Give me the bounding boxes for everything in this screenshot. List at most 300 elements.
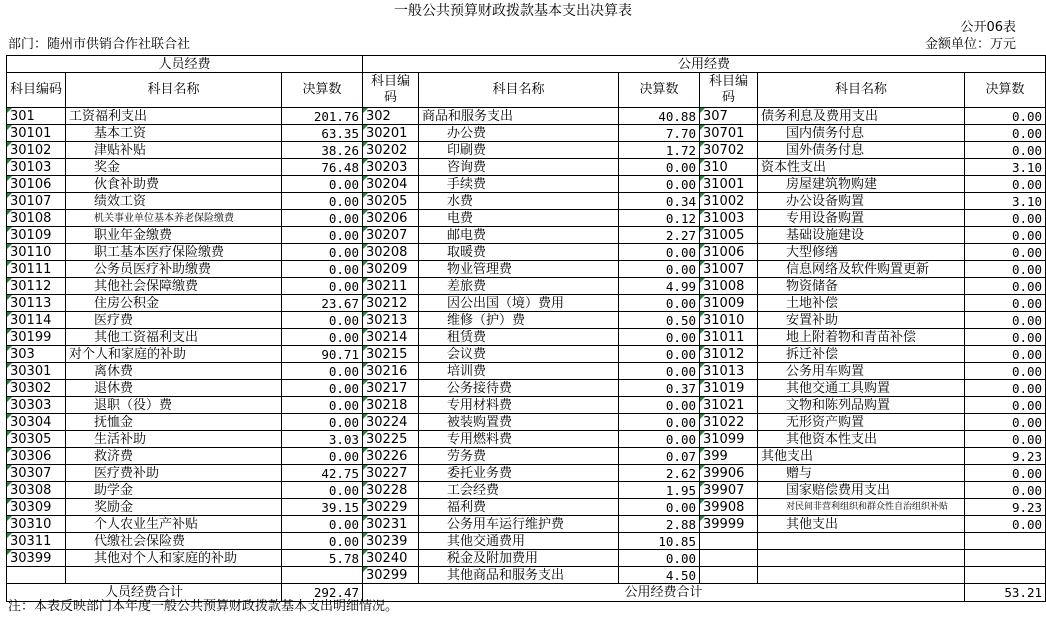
amount-cell: 3.10 bbox=[965, 159, 1046, 176]
table-row bbox=[7, 244, 1046, 261]
name-cell: 房屋建筑物购建 bbox=[758, 176, 965, 193]
amount-cell: 0.00 bbox=[619, 397, 700, 414]
name-cell: 咨询费 bbox=[419, 159, 619, 176]
amount-cell bbox=[965, 567, 1046, 584]
code-cell: 30218 bbox=[363, 397, 419, 414]
amount-cell: 0.00 bbox=[619, 346, 700, 363]
amount-cell: 63.35 bbox=[282, 125, 363, 142]
code-cell: 30208 bbox=[363, 244, 419, 261]
amount-cell: 9.23 bbox=[965, 499, 1046, 516]
code-cell: 30207 bbox=[363, 227, 419, 244]
code-cell: 39907 bbox=[700, 482, 758, 499]
code-cell: 30226 bbox=[363, 448, 419, 465]
table-row bbox=[7, 312, 1046, 329]
table-row bbox=[7, 516, 1046, 533]
table-title: 一般公共预算财政拨款基本支出决算表 bbox=[394, 3, 632, 19]
table-row bbox=[7, 329, 1046, 346]
table-row bbox=[7, 142, 1046, 159]
name-cell: 其他交通工具购置 bbox=[758, 380, 965, 397]
name-cell: 债务利息及费用支出 bbox=[758, 108, 965, 125]
name-cell: 商品和服务支出 bbox=[419, 108, 619, 125]
name-cell: 职业年金缴费 bbox=[66, 227, 282, 244]
code-cell: 30206 bbox=[363, 210, 419, 227]
name-cell: 因公出国（境）费用 bbox=[419, 295, 619, 312]
code-cell: 399 bbox=[700, 448, 758, 465]
name-cell: 大型修缮 bbox=[758, 244, 965, 261]
code-cell bbox=[700, 567, 758, 584]
amount-cell: 3.10 bbox=[965, 193, 1046, 210]
code-cell: 30217 bbox=[363, 380, 419, 397]
code-cell: 30202 bbox=[363, 142, 419, 159]
name-cell: 医疗费补助 bbox=[66, 465, 282, 482]
name-cell: 取暖费 bbox=[419, 244, 619, 261]
name-cell: 公务用车运行维护费 bbox=[419, 516, 619, 533]
name-cell: 基础设施建设 bbox=[758, 227, 965, 244]
name-cell: 专用燃料费 bbox=[419, 431, 619, 448]
amount-cell: 42.75 bbox=[282, 465, 363, 482]
amount-cell: 0.00 bbox=[619, 261, 700, 278]
code-cell: 39908 bbox=[700, 499, 758, 516]
code-cell: 31003 bbox=[700, 210, 758, 227]
name-cell: 其他支出 bbox=[758, 516, 965, 533]
amount-cell: 0.00 bbox=[965, 431, 1046, 448]
code-cell: 30225 bbox=[363, 431, 419, 448]
code-cell: 30701 bbox=[700, 125, 758, 142]
code-cell: 30201 bbox=[363, 125, 419, 142]
name-cell: 抚恤金 bbox=[66, 414, 282, 431]
code-cell: 30702 bbox=[700, 142, 758, 159]
name-cell: 国内债务付息 bbox=[758, 125, 965, 142]
code-cell: 31002 bbox=[700, 193, 758, 210]
code-cell: 30227 bbox=[363, 465, 419, 482]
code-cell: 30205 bbox=[363, 193, 419, 210]
amount-cell: 4.99 bbox=[619, 278, 700, 295]
personnel-total-value: 292.47 bbox=[282, 584, 363, 602]
code-cell: 303 bbox=[7, 346, 66, 363]
table-row bbox=[7, 295, 1046, 312]
name-cell: 工会经费 bbox=[419, 482, 619, 499]
table-code: 公开06表 bbox=[960, 20, 1016, 35]
code-cell bbox=[7, 567, 66, 584]
name-cell: 奖励金 bbox=[66, 499, 282, 516]
name-cell: 税金及附加费用 bbox=[419, 550, 619, 567]
code-cell: 30199 bbox=[7, 329, 66, 346]
name-cell: 退休费 bbox=[66, 380, 282, 397]
amount-cell: 0.00 bbox=[965, 482, 1046, 499]
amount-cell: 0.00 bbox=[965, 414, 1046, 431]
name-cell: 邮电费 bbox=[419, 227, 619, 244]
table-row bbox=[7, 346, 1046, 363]
amount-cell: 0.00 bbox=[965, 108, 1046, 125]
code-cell: 31007 bbox=[700, 261, 758, 278]
amount-cell: 40.88 bbox=[619, 108, 700, 125]
name-cell bbox=[758, 533, 965, 550]
amount-cell: 2.88 bbox=[619, 516, 700, 533]
code-cell: 30216 bbox=[363, 363, 419, 380]
amount-cell: 0.00 bbox=[282, 329, 363, 346]
name-cell: 其他商品和服务支出 bbox=[419, 567, 619, 584]
code-cell: 30228 bbox=[363, 482, 419, 499]
code-cell: 30204 bbox=[363, 176, 419, 193]
name-cell: 公务员医疗补助缴费 bbox=[66, 261, 282, 278]
header-code: 科目编码 bbox=[363, 73, 419, 108]
code-cell: 30304 bbox=[7, 414, 66, 431]
header-amount: 决算数 bbox=[282, 73, 363, 108]
code-cell: 31001 bbox=[700, 176, 758, 193]
code-cell: 30311 bbox=[7, 533, 66, 550]
name-cell: 代缴社会保险费 bbox=[66, 533, 282, 550]
amount-cell: 201.76 bbox=[282, 108, 363, 125]
table-row bbox=[7, 125, 1046, 142]
code-cell: 30303 bbox=[7, 397, 66, 414]
amount-cell: 0.50 bbox=[619, 312, 700, 329]
amount-cell: 0.00 bbox=[965, 363, 1046, 380]
code-cell bbox=[700, 533, 758, 550]
amount-cell: 0.00 bbox=[282, 380, 363, 397]
code-cell: 31022 bbox=[700, 414, 758, 431]
code-cell: 30239 bbox=[363, 533, 419, 550]
code-cell: 30309 bbox=[7, 499, 66, 516]
name-cell: 国外债务付息 bbox=[758, 142, 965, 159]
amount-cell bbox=[965, 550, 1046, 567]
header-name: 科目名称 bbox=[758, 73, 965, 108]
amount-cell: 0.00 bbox=[965, 210, 1046, 227]
code-cell: 30305 bbox=[7, 431, 66, 448]
table-row bbox=[7, 448, 1046, 465]
name-cell bbox=[758, 550, 965, 567]
amount-cell: 3.03 bbox=[282, 431, 363, 448]
name-cell: 培训费 bbox=[419, 363, 619, 380]
table-row bbox=[7, 550, 1046, 567]
name-cell: 助学金 bbox=[66, 482, 282, 499]
amount-cell: 0.37 bbox=[619, 380, 700, 397]
amount-cell: 0.00 bbox=[965, 278, 1046, 295]
code-cell: 30224 bbox=[363, 414, 419, 431]
amount-cell: 90.71 bbox=[282, 346, 363, 363]
group-header-personnel: 人员经费 bbox=[7, 56, 363, 73]
amount-cell: 9.23 bbox=[965, 448, 1046, 465]
name-cell: 其他工资福利支出 bbox=[66, 329, 282, 346]
name-cell: 救济费 bbox=[66, 448, 282, 465]
code-cell: 30112 bbox=[7, 278, 66, 295]
table-row bbox=[7, 193, 1046, 210]
header-code: 科目编码 bbox=[7, 73, 66, 108]
table-row bbox=[7, 261, 1046, 278]
table-row bbox=[7, 227, 1046, 244]
table-row bbox=[7, 278, 1046, 295]
header-amount: 决算数 bbox=[619, 73, 700, 108]
name-cell: 公务接待费 bbox=[419, 380, 619, 397]
amount-cell: 0.00 bbox=[965, 227, 1046, 244]
amount-cell: 0.00 bbox=[619, 176, 700, 193]
code-cell: 30203 bbox=[363, 159, 419, 176]
amount-cell: 0.00 bbox=[619, 159, 700, 176]
public-total-label: 公用经费合计 bbox=[363, 584, 965, 602]
name-cell: 土地补偿 bbox=[758, 295, 965, 312]
table-row bbox=[7, 465, 1046, 482]
code-cell: 31006 bbox=[700, 244, 758, 261]
name-cell: 其他资本性支出 bbox=[758, 431, 965, 448]
code-cell: 31019 bbox=[700, 380, 758, 397]
code-cell: 302 bbox=[363, 108, 419, 125]
amount-cell: 0.00 bbox=[282, 397, 363, 414]
code-cell: 31021 bbox=[700, 397, 758, 414]
code-cell: 30101 bbox=[7, 125, 66, 142]
table-row bbox=[7, 482, 1046, 499]
amount-cell: 0.00 bbox=[282, 210, 363, 227]
table-row bbox=[7, 533, 1046, 550]
name-cell: 信息网络及软件购置更新 bbox=[758, 261, 965, 278]
amount-cell: 0.00 bbox=[282, 482, 363, 499]
code-cell: 30301 bbox=[7, 363, 66, 380]
name-cell: 其他社会保障缴费 bbox=[66, 278, 282, 295]
code-cell: 39999 bbox=[700, 516, 758, 533]
code-cell: 30103 bbox=[7, 159, 66, 176]
code-cell: 30108 bbox=[7, 210, 66, 227]
table-row bbox=[7, 363, 1046, 380]
name-cell: 工资福利支出 bbox=[66, 108, 282, 125]
name-cell: 个人农业生产补贴 bbox=[66, 516, 282, 533]
table-row bbox=[7, 397, 1046, 414]
code-cell: 31012 bbox=[700, 346, 758, 363]
amount-cell: 0.00 bbox=[619, 499, 700, 516]
code-cell: 30306 bbox=[7, 448, 66, 465]
code-cell: 31011 bbox=[700, 329, 758, 346]
name-cell: 电费 bbox=[419, 210, 619, 227]
code-cell: 30106 bbox=[7, 176, 66, 193]
amount-cell: 39.15 bbox=[282, 499, 363, 516]
code-cell: 30310 bbox=[7, 516, 66, 533]
table-row bbox=[7, 567, 1046, 584]
amount-cell bbox=[965, 533, 1046, 550]
name-cell: 会议费 bbox=[419, 346, 619, 363]
amount-cell: 0.07 bbox=[619, 448, 700, 465]
code-cell: 31099 bbox=[700, 431, 758, 448]
name-cell: 公务用车购置 bbox=[758, 363, 965, 380]
code-cell: 30107 bbox=[7, 193, 66, 210]
table-row bbox=[7, 414, 1046, 431]
code-cell: 310 bbox=[700, 159, 758, 176]
name-cell: 伙食补助费 bbox=[66, 176, 282, 193]
code-cell: 30231 bbox=[363, 516, 419, 533]
code-cell: 31013 bbox=[700, 363, 758, 380]
code-cell: 30399 bbox=[7, 550, 66, 567]
code-cell: 30307 bbox=[7, 465, 66, 482]
table-row bbox=[7, 210, 1046, 227]
name-cell: 专用设备购置 bbox=[758, 210, 965, 227]
code-cell: 30209 bbox=[363, 261, 419, 278]
name-cell: 对个人和家庭的补助 bbox=[66, 346, 282, 363]
name-cell: 住房公积金 bbox=[66, 295, 282, 312]
amount-cell: 0.00 bbox=[282, 278, 363, 295]
code-cell: 30109 bbox=[7, 227, 66, 244]
amount-cell: 0.00 bbox=[965, 125, 1046, 142]
code-cell bbox=[700, 550, 758, 567]
name-cell bbox=[66, 567, 282, 584]
code-cell: 30211 bbox=[363, 278, 419, 295]
amount-cell: 0.00 bbox=[619, 550, 700, 567]
amount-cell: 0.00 bbox=[282, 414, 363, 431]
name-cell: 办公设备购置 bbox=[758, 193, 965, 210]
name-cell: 安置补助 bbox=[758, 312, 965, 329]
name-cell: 办公费 bbox=[419, 125, 619, 142]
amount-cell: 2.27 bbox=[619, 227, 700, 244]
amount-cell: 0.00 bbox=[282, 363, 363, 380]
code-cell: 30240 bbox=[363, 550, 419, 567]
amount-cell: 1.95 bbox=[619, 482, 700, 499]
amount-cell: 0.00 bbox=[619, 414, 700, 431]
amount-cell: 0.00 bbox=[965, 176, 1046, 193]
code-cell: 31010 bbox=[700, 312, 758, 329]
code-cell: 30114 bbox=[7, 312, 66, 329]
name-cell: 资本性支出 bbox=[758, 159, 965, 176]
amount-cell: 0.00 bbox=[619, 244, 700, 261]
table-row bbox=[7, 499, 1046, 516]
amount-cell: 7.70 bbox=[619, 125, 700, 142]
table-row bbox=[7, 108, 1046, 125]
name-cell: 生活补助 bbox=[66, 431, 282, 448]
amount-cell: 0.00 bbox=[965, 465, 1046, 482]
name-cell: 其他对个人和家庭的补助 bbox=[66, 550, 282, 567]
code-cell: 30299 bbox=[363, 567, 419, 584]
amount-cell: 0.00 bbox=[965, 346, 1046, 363]
code-cell: 30102 bbox=[7, 142, 66, 159]
amount-cell: 0.00 bbox=[619, 363, 700, 380]
amount-cell bbox=[282, 567, 363, 584]
name-cell: 离休费 bbox=[66, 363, 282, 380]
table-row bbox=[7, 176, 1046, 193]
code-cell: 307 bbox=[700, 108, 758, 125]
amount-cell: 1.72 bbox=[619, 142, 700, 159]
amount-cell: 0.00 bbox=[965, 244, 1046, 261]
header-amount: 决算数 bbox=[965, 73, 1046, 108]
amount-cell: 0.00 bbox=[282, 227, 363, 244]
name-cell: 无形资产购置 bbox=[758, 414, 965, 431]
footnote: 注：本表反映部门本年度一般公共预算财政拨款基本支出明细情况。 bbox=[8, 599, 399, 614]
amount-cell: 23.67 bbox=[282, 295, 363, 312]
amount-cell: 0.00 bbox=[282, 244, 363, 261]
name-cell: 福利费 bbox=[419, 499, 619, 516]
amount-cell: 2.62 bbox=[619, 465, 700, 482]
code-cell: 30302 bbox=[7, 380, 66, 397]
amount-cell: 4.50 bbox=[619, 567, 700, 584]
amount-cell: 0.00 bbox=[965, 516, 1046, 533]
header-name: 科目名称 bbox=[66, 73, 282, 108]
name-cell: 津贴补贴 bbox=[66, 142, 282, 159]
code-cell: 30214 bbox=[363, 329, 419, 346]
code-cell: 31009 bbox=[700, 295, 758, 312]
name-cell: 物业管理费 bbox=[419, 261, 619, 278]
code-cell: 30111 bbox=[7, 261, 66, 278]
name-cell: 绩效工资 bbox=[66, 193, 282, 210]
code-cell: 30212 bbox=[363, 295, 419, 312]
department-label: 部门：随州市供销合作社联合社 bbox=[8, 37, 191, 52]
name-cell: 水费 bbox=[419, 193, 619, 210]
amount-cell: 0.00 bbox=[619, 329, 700, 346]
code-cell: 30229 bbox=[363, 499, 419, 516]
name-cell: 委托业务费 bbox=[419, 465, 619, 482]
amount-cell: 0.00 bbox=[965, 295, 1046, 312]
name-cell: 差旅费 bbox=[419, 278, 619, 295]
table-row bbox=[7, 380, 1046, 397]
amount-cell: 0.00 bbox=[282, 312, 363, 329]
group-header-public: 公用经费 bbox=[363, 56, 1046, 73]
amount-cell: 10.85 bbox=[619, 533, 700, 550]
amount-cell: 38.26 bbox=[282, 142, 363, 159]
name-cell: 劳务费 bbox=[419, 448, 619, 465]
amount-cell: 0.00 bbox=[619, 431, 700, 448]
amount-cell: 0.00 bbox=[965, 261, 1046, 278]
name-cell: 物资储备 bbox=[758, 278, 965, 295]
name-cell: 基本工资 bbox=[66, 125, 282, 142]
personnel-total-label: 人员经费合计 bbox=[7, 584, 282, 602]
code-cell: 30215 bbox=[363, 346, 419, 363]
name-cell: 医疗费 bbox=[66, 312, 282, 329]
amount-cell: 0.00 bbox=[282, 533, 363, 550]
amount-cell: 0.12 bbox=[619, 210, 700, 227]
name-cell: 被装购置费 bbox=[419, 414, 619, 431]
code-cell: 301 bbox=[7, 108, 66, 125]
code-cell: 30113 bbox=[7, 295, 66, 312]
amount-cell: 0.00 bbox=[965, 397, 1046, 414]
amount-cell: 0.00 bbox=[282, 516, 363, 533]
code-cell: 30110 bbox=[7, 244, 66, 261]
amount-cell: 0.00 bbox=[282, 261, 363, 278]
name-cell: 奖金 bbox=[66, 159, 282, 176]
code-cell: 30308 bbox=[7, 482, 66, 499]
amount-cell: 0.00 bbox=[282, 448, 363, 465]
header-code: 科目编码 bbox=[700, 73, 758, 108]
name-cell: 国家赔偿费用支出 bbox=[758, 482, 965, 499]
name-cell: 手续费 bbox=[419, 176, 619, 193]
expenditure-table bbox=[6, 55, 1046, 602]
name-cell: 其他支出 bbox=[758, 448, 965, 465]
name-cell bbox=[758, 567, 965, 584]
code-cell: 39906 bbox=[700, 465, 758, 482]
name-cell: 拆迁补偿 bbox=[758, 346, 965, 363]
name-cell: 退职（役）费 bbox=[66, 397, 282, 414]
table-row bbox=[7, 159, 1046, 176]
public-total-value: 53.21 bbox=[965, 584, 1046, 602]
name-cell: 职工基本医疗保险缴费 bbox=[66, 244, 282, 261]
name-cell: 租赁费 bbox=[419, 329, 619, 346]
name-cell: 机关事业单位基本养老保险缴费 bbox=[66, 210, 282, 227]
name-cell: 其他交通费用 bbox=[419, 533, 619, 550]
code-cell: 31005 bbox=[700, 227, 758, 244]
name-cell: 维修（护）费 bbox=[419, 312, 619, 329]
amount-cell: 5.78 bbox=[282, 550, 363, 567]
table-body bbox=[7, 108, 1046, 584]
amount-cell: 0.00 bbox=[965, 312, 1046, 329]
amount-cell: 0.00 bbox=[965, 380, 1046, 397]
amount-cell: 0.00 bbox=[619, 295, 700, 312]
code-cell: 30213 bbox=[363, 312, 419, 329]
name-cell: 印刷费 bbox=[419, 142, 619, 159]
code-cell: 31008 bbox=[700, 278, 758, 295]
name-cell: 地上附着物和青苗补偿 bbox=[758, 329, 965, 346]
amount-cell: 76.48 bbox=[282, 159, 363, 176]
amount-cell: 0.34 bbox=[619, 193, 700, 210]
table-row bbox=[7, 431, 1046, 448]
amount-cell: 0.00 bbox=[965, 329, 1046, 346]
amount-unit-label: 金额单位：万元 bbox=[924, 37, 1016, 52]
amount-cell: 0.00 bbox=[282, 193, 363, 210]
name-cell: 对民间非营利组织和群众性自治组织补贴 bbox=[758, 499, 965, 516]
amount-cell: 0.00 bbox=[282, 176, 363, 193]
name-cell: 专用材料费 bbox=[419, 397, 619, 414]
header-name: 科目名称 bbox=[419, 73, 619, 108]
name-cell: 赠与 bbox=[758, 465, 965, 482]
